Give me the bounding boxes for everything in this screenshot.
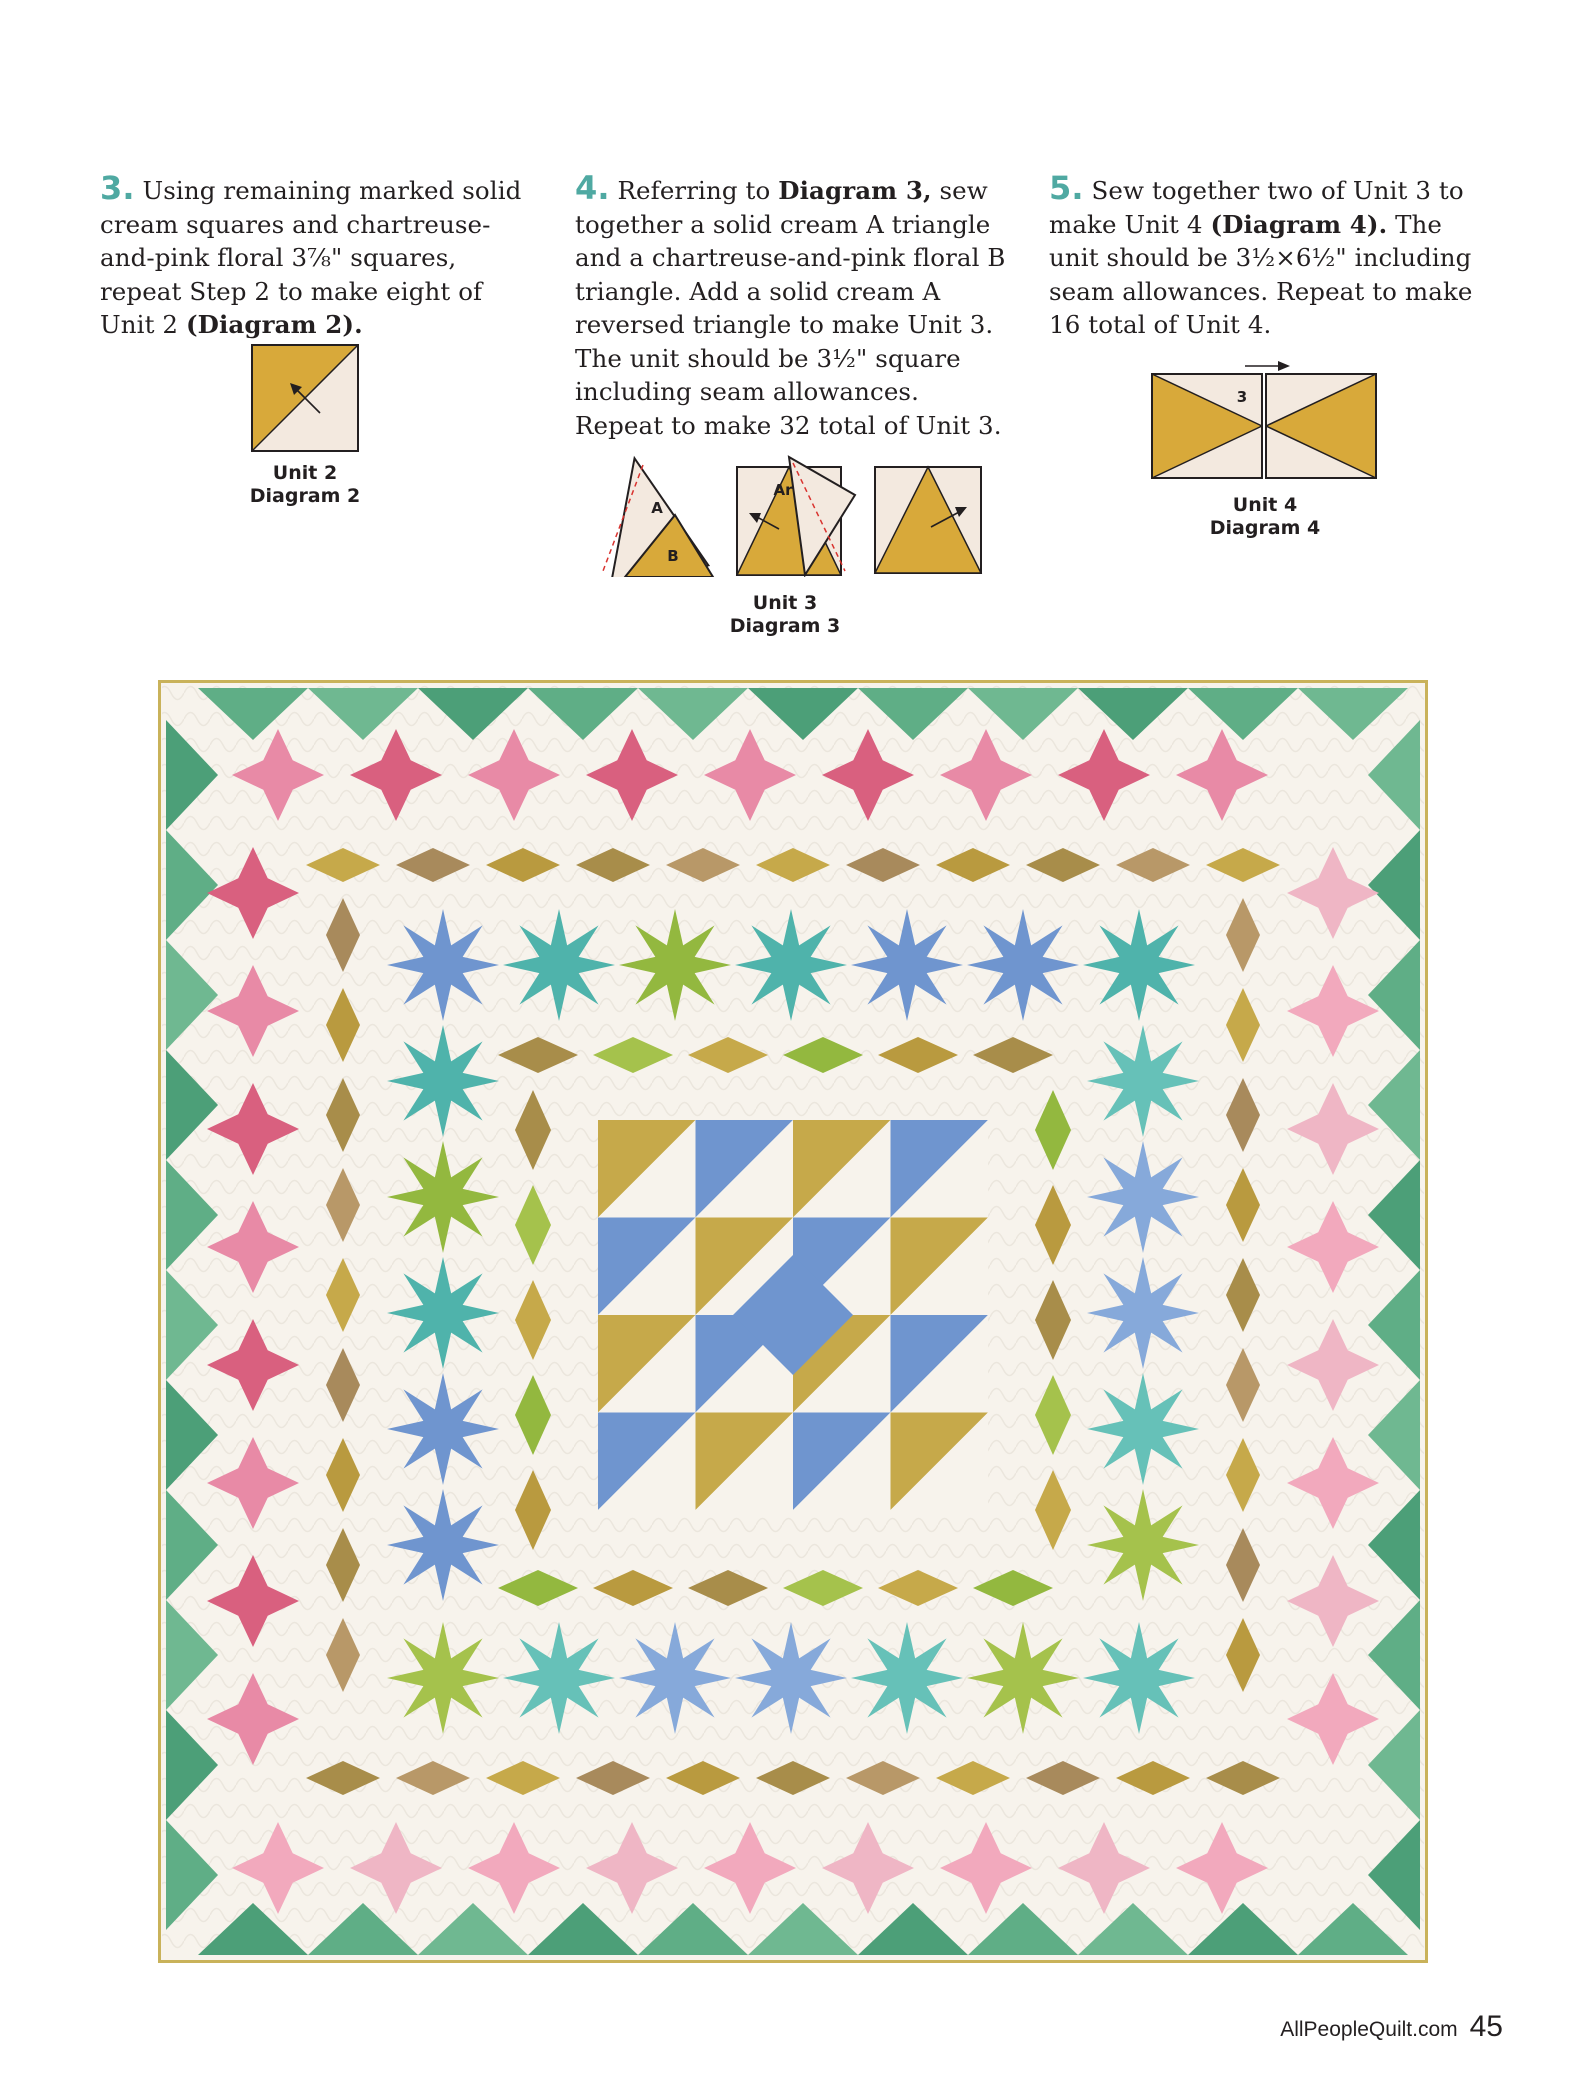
piece-ar-label: Ar [773, 481, 793, 499]
eight-point-star [1083, 1622, 1195, 1734]
diagram-3-finished [875, 467, 981, 573]
diagram-3-step-a-b [595, 455, 713, 577]
diagram-2-unit-2 [250, 343, 360, 453]
diagram-label: Diagram 2 [249, 485, 361, 507]
piece-3-label: 3 [1236, 388, 1248, 406]
eight-point-star [1087, 1489, 1199, 1601]
eight-point-star [735, 909, 847, 1021]
eight-point-star [1087, 1373, 1199, 1485]
eight-point-star [967, 1622, 1079, 1734]
step-3 [100, 169, 540, 342]
eight-point-star [1087, 1025, 1199, 1137]
eight-point-star [851, 1622, 963, 1734]
diagram-3-step-ar [737, 457, 855, 575]
eight-point-star [387, 1489, 499, 1601]
eight-point-star [387, 1622, 499, 1734]
step-number: 5. [1049, 169, 1084, 207]
diagram-3-caption [685, 592, 885, 638]
step-ref: Diagram 3, [778, 176, 932, 205]
page-number: 45 [1469, 2010, 1503, 2043]
eight-point-star [387, 1025, 499, 1137]
unit-label: Unit 3 [752, 592, 818, 614]
step-number: 3. [100, 169, 135, 207]
unit-label: Unit 4 [1232, 494, 1298, 516]
page-footer [1280, 2010, 1503, 2044]
eight-point-star [1087, 1141, 1199, 1253]
step-text-after: sew together a solid cream A triangle and a chartreuse-and-pink floral B triangle. Add a solid cream A reversed triangle to make Unit 3. The unit should be 3½" square including seam allowances. Repeat to make 32 total of Unit 3. [575, 176, 1006, 440]
eight-point-star [967, 909, 1079, 1021]
quilt-photo [158, 680, 1428, 1963]
step-number: 4. [575, 169, 610, 207]
eight-point-star [1083, 909, 1195, 1021]
eight-point-star [387, 909, 499, 1021]
piece-b-label: B [667, 547, 679, 565]
step-text: Using remaining marked solid cream squares and chartreuse-and-pink floral 3⅞" squares, repeat Step 2 to make eight of Unit 2 [100, 176, 522, 339]
eight-point-star [387, 1373, 499, 1485]
diagram-4-caption [1160, 494, 1370, 540]
step-text: Sew together two of Unit 3 to make Unit 4 [1049, 176, 1464, 239]
step-text: Referring to [617, 176, 779, 205]
eight-point-star [387, 1257, 499, 1369]
eight-point-star [619, 909, 731, 1021]
eight-point-star [503, 1622, 615, 1734]
diagram-label: Diagram 3 [729, 615, 841, 637]
step-5 [1049, 169, 1479, 342]
step-ref: (Diagram 4). [1210, 209, 1388, 239]
unit-label: Unit 2 [272, 462, 338, 484]
eight-point-star [1087, 1257, 1199, 1369]
eight-point-star [735, 1622, 847, 1734]
step-ref: (Diagram 2). [185, 310, 363, 339]
diagram-2-caption [205, 462, 405, 508]
site-url: AllPeopleQuilt.com [1280, 2018, 1458, 2041]
eight-point-star [503, 909, 615, 1021]
step-text-after: The unit should be 3½×6½" including seam allowances. Repeat to make 16 total of Unit 4. [1049, 209, 1473, 339]
eight-point-star [619, 1622, 731, 1734]
piece-a-label: A [651, 499, 663, 517]
diagram-4-unit-4 [1150, 360, 1380, 480]
eight-point-star [851, 909, 963, 1021]
diagram-3-unit-3 [595, 455, 985, 577]
diagram-label: Diagram 4 [1209, 517, 1321, 539]
eight-point-star [387, 1141, 499, 1253]
step-4 [575, 169, 1015, 442]
